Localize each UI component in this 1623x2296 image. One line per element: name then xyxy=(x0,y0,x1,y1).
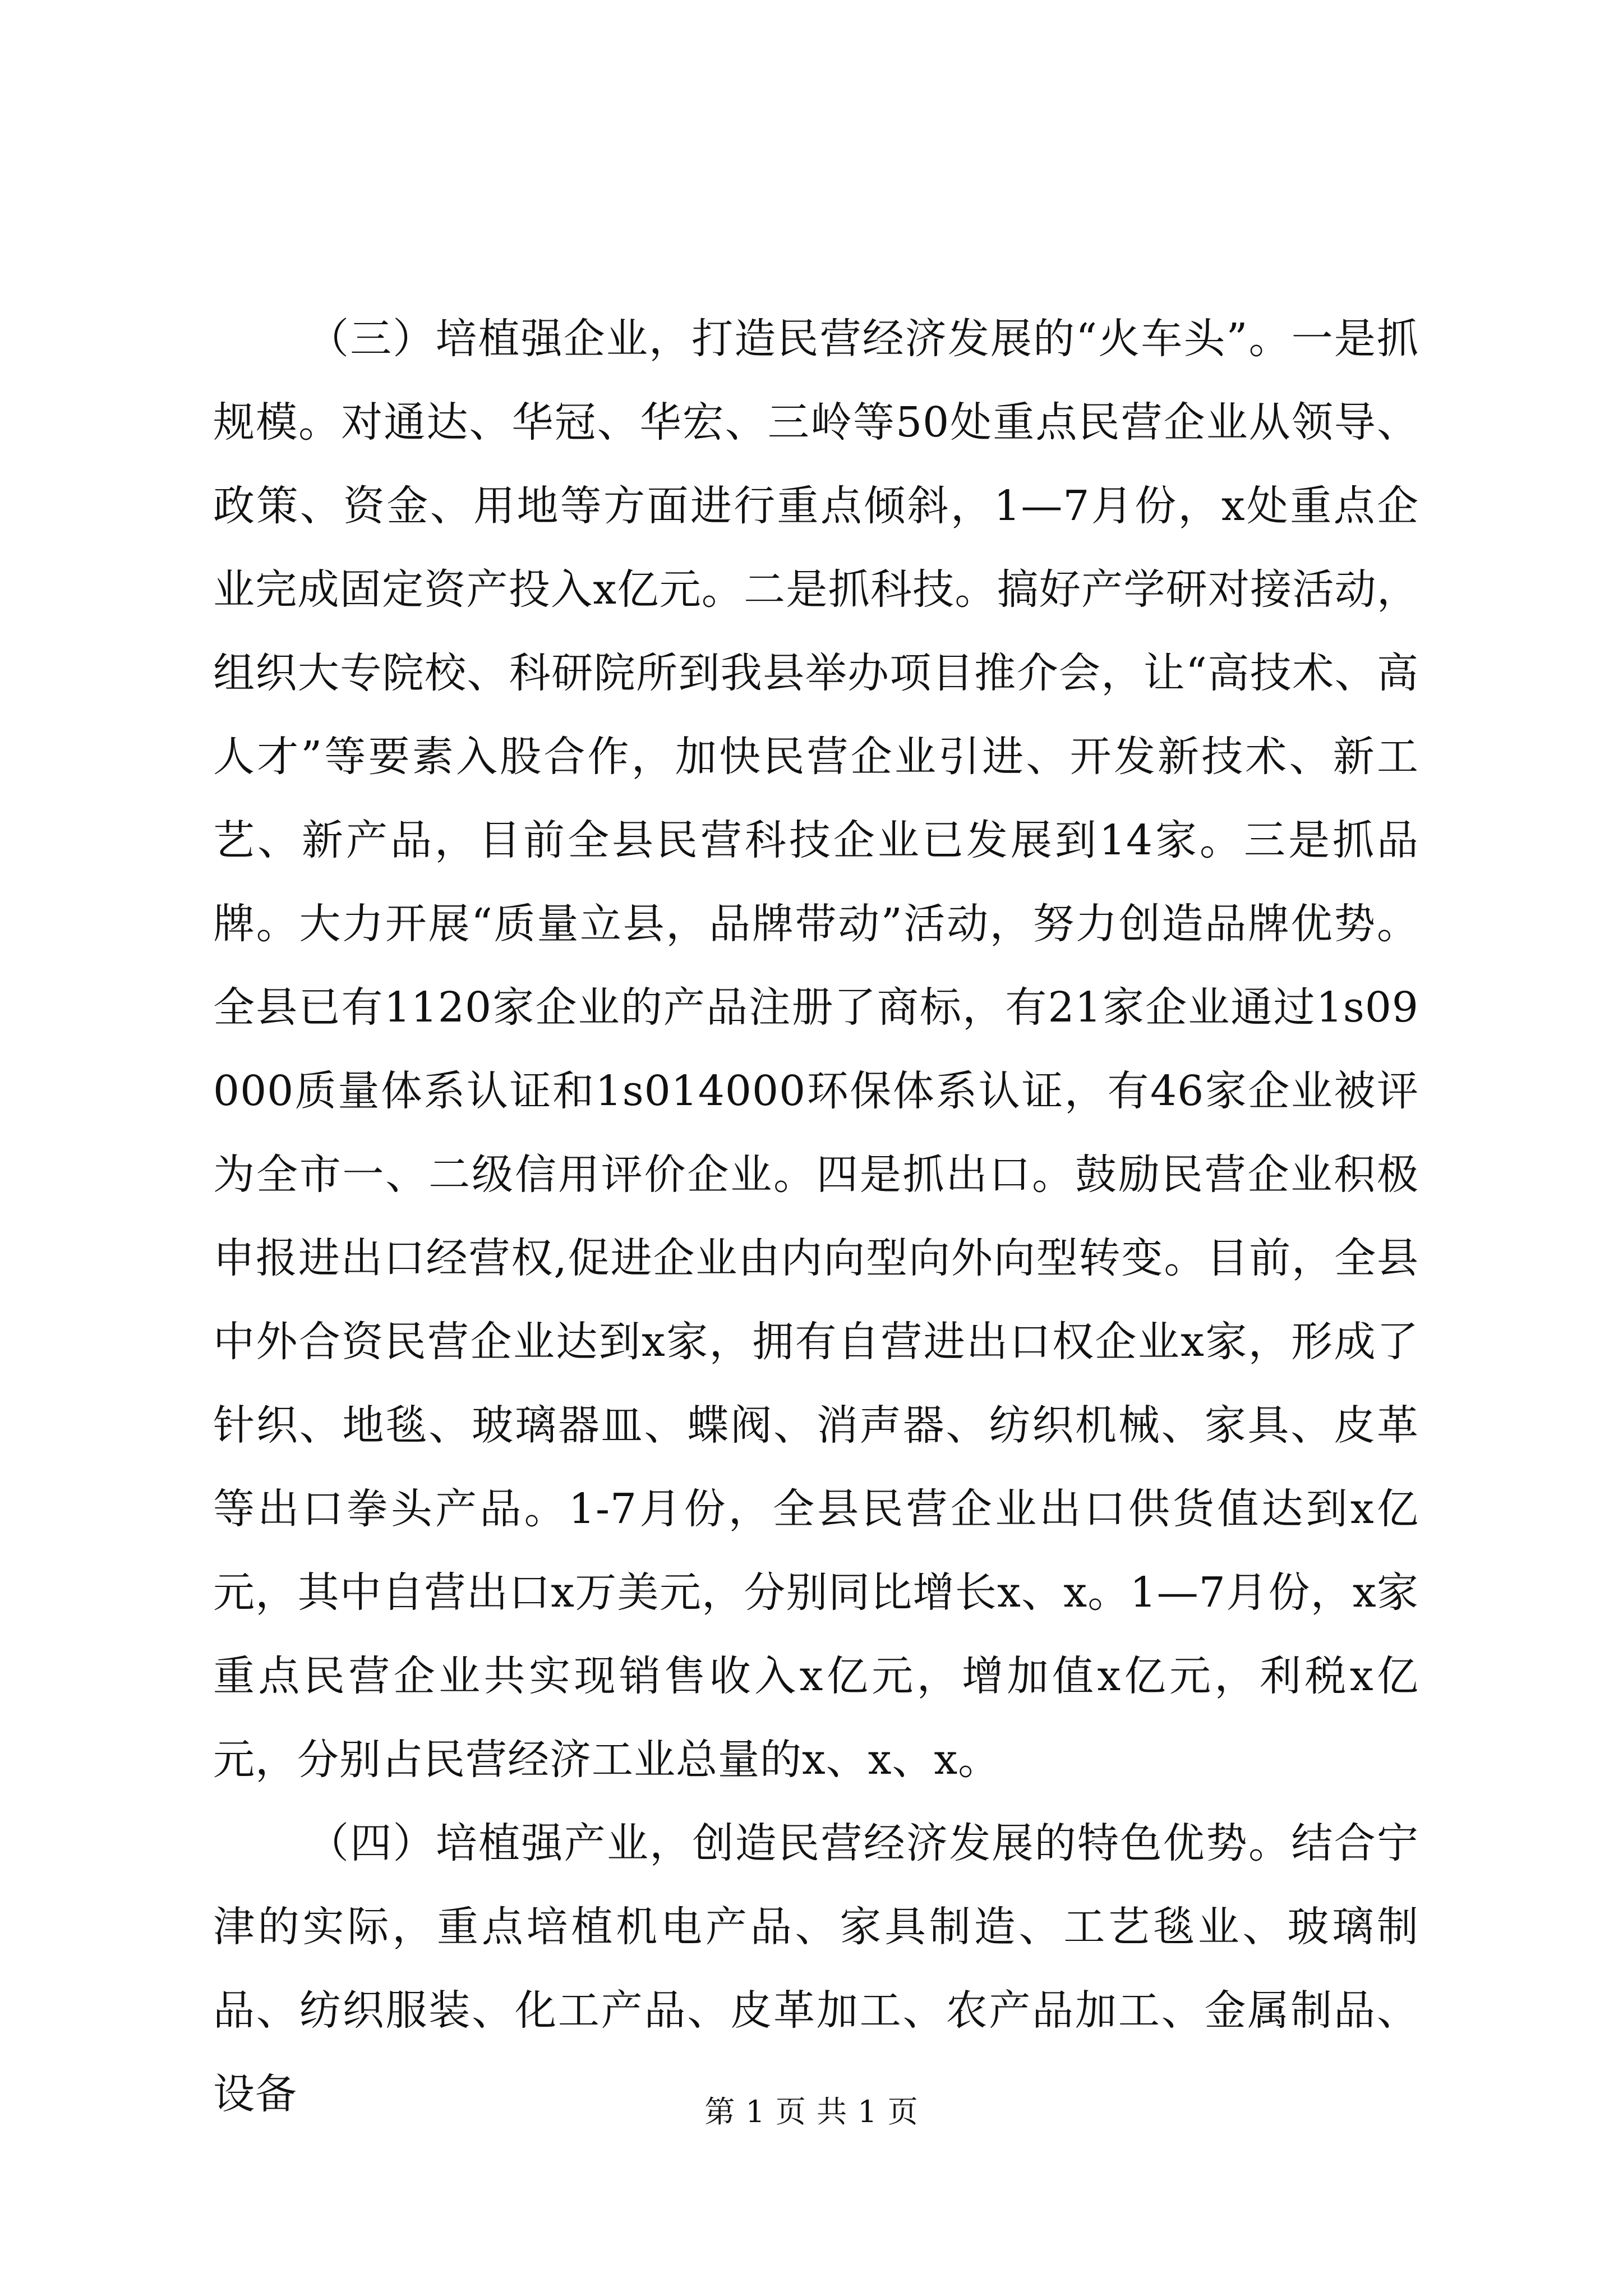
paragraph-three: （三）培植强企业，打造民营经济发展的“火车头”。一是抓规模。对通达、华冠、华宏、三岭等50处重点民营企业从领导、政策、资金、用地等方面进行重点倾斜，1—7月份，x处重点企业完成固定资产投入x亿元。二是抓科技。搞好产学研对接活动，组织大专院校、科研院所到我县举办项目推介会，让“高技术、高人才”等要素入股合作，加快民营企业引进、开发新技术、新工艺、新产品，目前全县民营科技企业已发展到14家。三是抓品牌。大力开展“质量立县，品牌带动”活动，努力创造品牌优势。全县已有1120家企业的产品注册了商标，有21家企业通过1s09000质量体系认证和1s014000环保体系认证，有46家企业被评为全市一、二级信用评价企业。四是抓出口。鼓励民营企业积极申报进出口经营权,促进企业由内向型向外向型转变。目前，全县中外合资民营企业达到x家，拥有自营进出口权企业x家，形成了针织、地毯、玻璃器皿、蝶阀、消声器、纺织机械、家具、皮革等出口拳头产品。1-7月份，全县民营企业出口供货值达到x亿元，其中自营出口x万美元，分别同比增长x、x。1—7月份，x家重点民营企业共实现销售收入x亿元，增加值x亿元，利税x亿元，分别占民营经济工业总量的x、x、x。 xyxy=(213,315,1419,1784)
paragraph-four: （四）培植强产业，创造民营经济发展的特色优势。结合宁津的实际，重点培植机电产品、家具制造、工艺毯业、玻璃制品、纺织服装、化工产品、皮革加工、农产品加工、金属制品、设备 xyxy=(213,1819,1419,2118)
document-body xyxy=(213,297,1419,2136)
page-footer: 第 1 页 共 1 页 xyxy=(704,2094,919,2129)
